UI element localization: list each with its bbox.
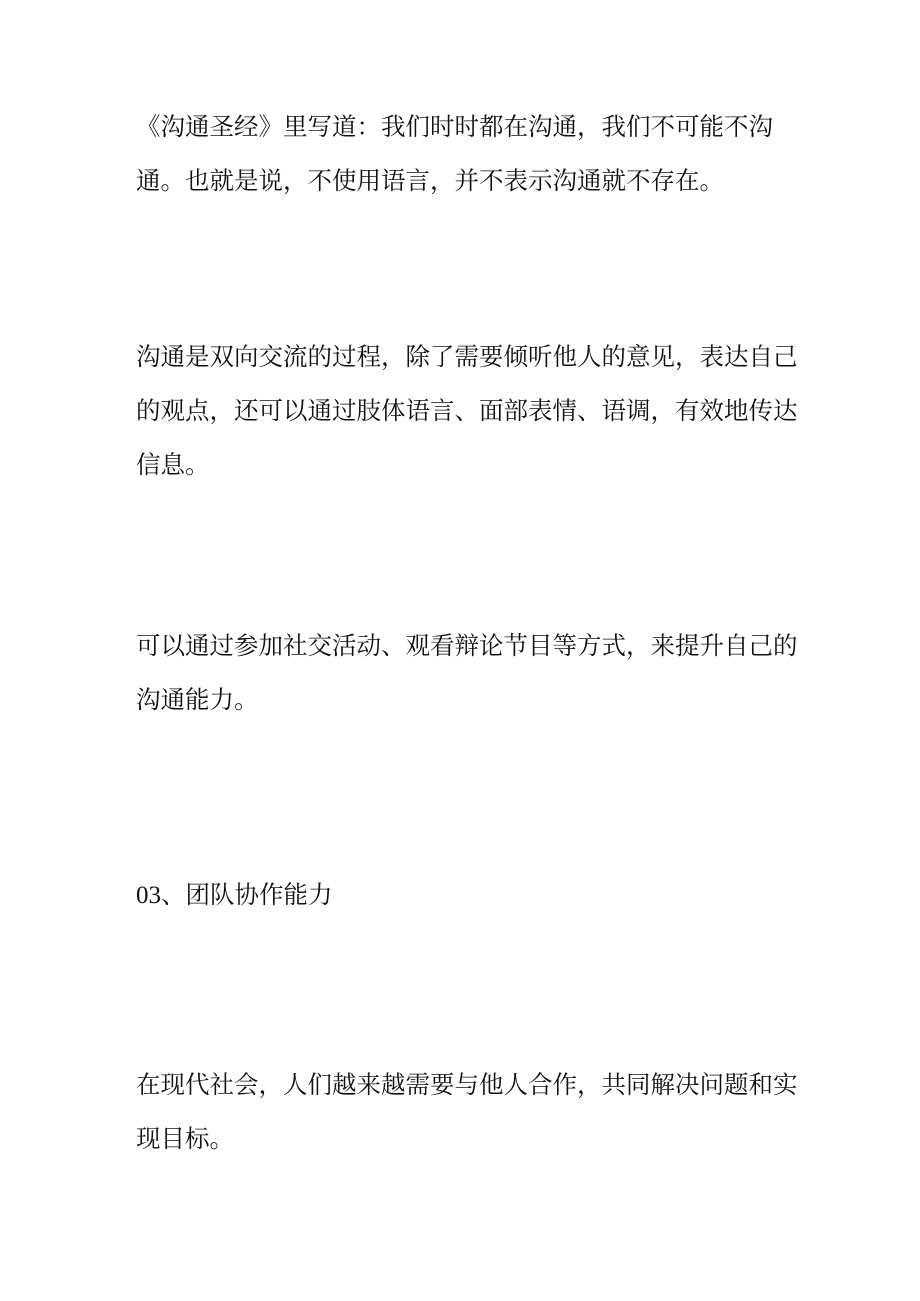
paragraph-line: 通。也就是说，不使用语言，并不表示沟通就不存在。 — [136, 166, 724, 195]
paragraph-two-way-communication — [136, 330, 798, 492]
section-number: 03 — [136, 882, 161, 909]
section-title: 、团队协作能力 — [161, 880, 333, 909]
paragraph-improve-communication — [136, 619, 798, 727]
paragraph-line: 信息。 — [136, 450, 210, 479]
paragraph-line: 可以通过参加社交活动、观看辩论节目等方式，来提升自己的 — [136, 631, 798, 660]
paragraph-teamwork — [136, 1058, 798, 1166]
paragraph-line: 沟通能力。 — [136, 685, 259, 714]
paragraph-line: 现目标。 — [136, 1124, 234, 1153]
paragraph-line: 的观点，还可以通过肢体语言、面部表情、语调，有效地传达 — [136, 396, 798, 425]
paragraph-line: 沟通是双向交流的过程，除了需要倾听他人的意见，表达自己 — [136, 342, 798, 371]
paragraph-communication-bible — [136, 100, 776, 208]
paragraph-line: 在现代社会，人们越来越需要与他人合作，共同解决问题和实 — [136, 1070, 798, 1099]
paragraph-line: 《沟通圣经》里写道：我们时时都在沟通，我们不可能不沟 — [136, 112, 773, 141]
section-heading-teamwork — [136, 868, 776, 923]
